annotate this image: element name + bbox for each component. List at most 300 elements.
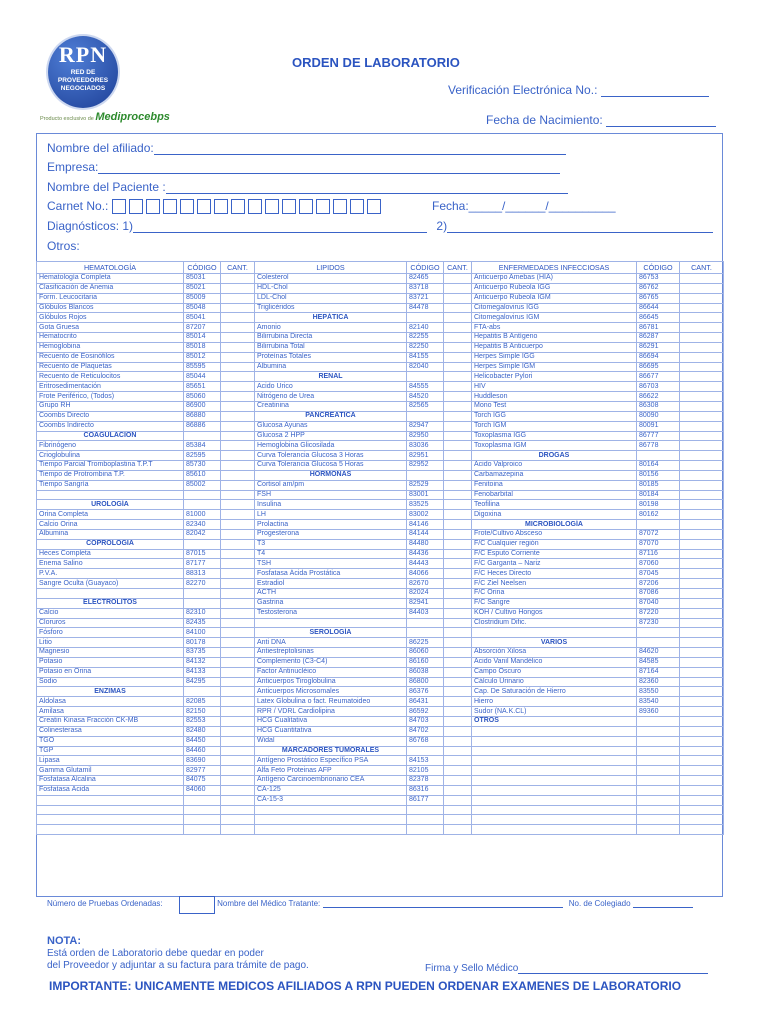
exam-code: 86781 bbox=[637, 323, 680, 333]
exam-name: Frote Periférico, (Todos) bbox=[37, 392, 184, 402]
exam-quantity-cell[interactable] bbox=[444, 490, 472, 500]
exam-quantity-cell[interactable] bbox=[680, 421, 724, 431]
exam-quantity-cell[interactable] bbox=[221, 569, 255, 579]
diagnosticos-field[interactable]: Diagnósticos: 1) 2) bbox=[47, 219, 713, 233]
exam-quantity-cell[interactable] bbox=[444, 431, 472, 441]
exam-quantity-cell[interactable] bbox=[444, 333, 472, 343]
carnet-boxes[interactable] bbox=[112, 199, 384, 213]
carnet-digit-box[interactable] bbox=[129, 199, 143, 214]
exam-quantity-cell[interactable] bbox=[680, 352, 724, 362]
exam-quantity-cell[interactable] bbox=[221, 707, 255, 717]
exam-code bbox=[184, 815, 221, 825]
exam-quantity-cell[interactable] bbox=[221, 795, 255, 805]
exam-quantity-cell[interactable] bbox=[680, 825, 724, 835]
exam-quantity-cell[interactable] bbox=[444, 283, 472, 293]
exam-quantity-cell[interactable] bbox=[221, 392, 255, 402]
exam-name: Form. Leucocitaria bbox=[37, 293, 184, 303]
exam-quantity-cell[interactable] bbox=[444, 441, 472, 451]
exam-quantity-cell[interactable] bbox=[221, 323, 255, 333]
exam-quantity-cell[interactable] bbox=[221, 618, 255, 628]
exam-quantity-cell[interactable] bbox=[444, 746, 472, 756]
exam-code: 85002 bbox=[184, 480, 221, 490]
exam-quantity-cell[interactable] bbox=[221, 500, 255, 510]
exam-code bbox=[407, 825, 444, 835]
exam-code bbox=[637, 776, 680, 786]
exam-quantity-cell[interactable] bbox=[444, 598, 472, 608]
exam-code bbox=[637, 451, 680, 461]
exam-code: 87177 bbox=[184, 559, 221, 569]
exam-quantity-cell[interactable] bbox=[680, 697, 724, 707]
exam-name: Hemoglobina bbox=[37, 342, 184, 352]
exam-quantity-cell[interactable] bbox=[680, 598, 724, 608]
exam-code: 84060 bbox=[184, 785, 221, 795]
exam-quantity-cell[interactable] bbox=[221, 549, 255, 559]
otros-field[interactable]: Otros: bbox=[47, 239, 80, 253]
exam-quantity-cell[interactable] bbox=[221, 697, 255, 707]
exam-name: Antiestreptolisinas bbox=[255, 648, 407, 658]
exam-quantity-cell[interactable] bbox=[221, 520, 255, 530]
exam-quantity-cell[interactable] bbox=[444, 608, 472, 618]
afiliado-field[interactable]: Nombre del afiliado: bbox=[47, 141, 566, 155]
exam-name: Anticuerpo Rubeola IGM bbox=[472, 293, 637, 303]
exam-quantity-cell[interactable] bbox=[221, 726, 255, 736]
exam-name: Hierro bbox=[472, 697, 637, 707]
exam-quantity-cell[interactable] bbox=[680, 628, 724, 638]
exam-quantity-cell[interactable] bbox=[221, 411, 255, 421]
exam-quantity-cell[interactable] bbox=[221, 283, 255, 293]
exam-quantity-cell[interactable] bbox=[221, 598, 255, 608]
exam-quantity-cell[interactable] bbox=[680, 618, 724, 628]
exam-quantity-cell[interactable] bbox=[221, 638, 255, 648]
exam-quantity-cell[interactable] bbox=[680, 382, 724, 392]
carnet-digit-box[interactable] bbox=[112, 199, 126, 214]
exam-code: 85610 bbox=[184, 470, 221, 480]
exam-code bbox=[637, 736, 680, 746]
exam-name: Fenobarbital bbox=[472, 490, 637, 500]
table-row bbox=[37, 480, 724, 490]
exam-quantity-cell[interactable] bbox=[444, 569, 472, 579]
exam-code bbox=[407, 618, 444, 628]
exam-quantity-cell[interactable] bbox=[444, 500, 472, 510]
exam-quantity-cell[interactable] bbox=[444, 510, 472, 520]
exam-quantity-cell[interactable] bbox=[680, 323, 724, 333]
exam-quantity-cell[interactable] bbox=[680, 559, 724, 569]
exam-quantity-cell[interactable] bbox=[221, 421, 255, 431]
exam-code: 83550 bbox=[637, 687, 680, 697]
exam-name: Fenitoina bbox=[472, 480, 637, 490]
table-row bbox=[37, 677, 724, 687]
exam-quantity-cell[interactable] bbox=[680, 529, 724, 539]
carnet-digit-box[interactable] bbox=[265, 199, 279, 214]
importante-notice: IMPORTANTE: UNICAMENTE MEDICOS AFILIADOS A RPN PUEDEN ORDENAR EXAMENES DE LABORATORIO bbox=[49, 979, 682, 993]
exam-quantity-cell[interactable] bbox=[680, 569, 724, 579]
exam-quantity-cell[interactable] bbox=[444, 293, 472, 303]
exam-name: Cloruros bbox=[37, 618, 184, 628]
carnet-field[interactable]: Carnet No.: bbox=[47, 199, 384, 214]
exam-quantity-cell[interactable] bbox=[221, 480, 255, 490]
exam-quantity-cell[interactable] bbox=[221, 628, 255, 638]
exam-quantity-cell[interactable] bbox=[444, 687, 472, 697]
exam-quantity-cell[interactable] bbox=[680, 687, 724, 697]
exam-quantity-cell[interactable] bbox=[680, 776, 724, 786]
exam-quantity-cell[interactable] bbox=[680, 726, 724, 736]
exam-quantity-cell[interactable] bbox=[221, 352, 255, 362]
exam-name: Anticuerpos Microsomales bbox=[255, 687, 407, 697]
exam-code: 83036 bbox=[407, 441, 444, 451]
exam-quantity-cell[interactable] bbox=[221, 648, 255, 658]
carnet-digit-box[interactable] bbox=[146, 199, 160, 214]
carnet-digit-box[interactable] bbox=[180, 199, 194, 214]
exam-quantity-cell[interactable] bbox=[221, 529, 255, 539]
exam-name: Tiempo de Protrombina T.P. bbox=[37, 470, 184, 480]
exam-name: Prolactina bbox=[255, 520, 407, 530]
exam-quantity-cell[interactable] bbox=[444, 657, 472, 667]
table-row bbox=[37, 490, 724, 500]
exam-quantity-cell[interactable] bbox=[444, 776, 472, 786]
exam-quantity-cell[interactable] bbox=[680, 480, 724, 490]
exam-quantity-cell[interactable] bbox=[221, 589, 255, 599]
exam-quantity-cell[interactable] bbox=[680, 549, 724, 559]
exam-quantity-cell[interactable] bbox=[680, 677, 724, 687]
exam-quantity-cell[interactable] bbox=[444, 352, 472, 362]
exam-name bbox=[472, 815, 637, 825]
exam-quantity-cell[interactable] bbox=[221, 785, 255, 795]
exam-quantity-cell[interactable] bbox=[221, 746, 255, 756]
exam-quantity-cell[interactable] bbox=[680, 342, 724, 352]
firma-field[interactable]: Firma y Sello Médico bbox=[425, 963, 708, 974]
exam-quantity-cell[interactable] bbox=[221, 342, 255, 352]
carnet-digit-box[interactable] bbox=[282, 199, 296, 214]
fecha-field[interactable]: Fecha:_____/______/__________ bbox=[432, 199, 616, 213]
exam-quantity-cell[interactable] bbox=[221, 677, 255, 687]
exam-code: 86886 bbox=[184, 421, 221, 431]
exam-quantity-cell[interactable] bbox=[680, 313, 724, 323]
exam-code: 86768 bbox=[407, 736, 444, 746]
exam-quantity-cell[interactable] bbox=[444, 707, 472, 717]
exam-quantity-cell[interactable] bbox=[221, 716, 255, 726]
exam-code: 86592 bbox=[407, 707, 444, 717]
exam-name: Recuento de Eosinófilos bbox=[37, 352, 184, 362]
exam-code bbox=[637, 716, 680, 726]
exam-quantity-cell[interactable] bbox=[680, 716, 724, 726]
carnet-digit-box[interactable] bbox=[299, 199, 313, 214]
exam-quantity-cell[interactable] bbox=[221, 766, 255, 776]
exam-quantity-cell[interactable] bbox=[680, 401, 724, 411]
exam-quantity-cell[interactable] bbox=[680, 539, 724, 549]
exam-quantity-cell[interactable] bbox=[221, 815, 255, 825]
exam-code: 80090 bbox=[637, 411, 680, 421]
exam-quantity-cell[interactable] bbox=[444, 421, 472, 431]
exam-quantity-cell[interactable] bbox=[444, 825, 472, 835]
exam-quantity-cell[interactable] bbox=[680, 520, 724, 530]
exam-quantity-cell[interactable] bbox=[221, 401, 255, 411]
exam-quantity-cell[interactable] bbox=[444, 805, 472, 815]
exam-code: 83735 bbox=[184, 648, 221, 658]
exam-quantity-cell[interactable] bbox=[680, 589, 724, 599]
exam-quantity-cell[interactable] bbox=[444, 697, 472, 707]
exam-name bbox=[472, 785, 637, 795]
exam-name: Potasio en Orina bbox=[37, 667, 184, 677]
exam-quantity-cell[interactable] bbox=[444, 382, 472, 392]
exam-quantity-cell[interactable] bbox=[680, 490, 724, 500]
exam-quantity-cell[interactable] bbox=[444, 618, 472, 628]
exam-quantity-cell[interactable] bbox=[221, 608, 255, 618]
table-row bbox=[37, 372, 724, 382]
exam-name: Teofilina bbox=[472, 500, 637, 510]
exam-quantity-cell[interactable] bbox=[221, 490, 255, 500]
table-row bbox=[37, 421, 724, 431]
exam-quantity-cell[interactable] bbox=[444, 579, 472, 589]
exam-quantity-cell[interactable] bbox=[221, 657, 255, 667]
exam-quantity-cell[interactable] bbox=[444, 785, 472, 795]
exam-quantity-cell[interactable] bbox=[221, 431, 255, 441]
carnet-digit-box[interactable] bbox=[248, 199, 262, 214]
exam-quantity-cell[interactable] bbox=[680, 283, 724, 293]
exam-quantity-cell[interactable] bbox=[680, 441, 724, 451]
exam-name: Recuento de Reticulocitos bbox=[37, 372, 184, 382]
exam-quantity-cell[interactable] bbox=[680, 303, 724, 313]
exam-quantity-cell[interactable] bbox=[221, 382, 255, 392]
exam-quantity-cell[interactable] bbox=[680, 815, 724, 825]
exam-quantity-cell[interactable] bbox=[680, 362, 724, 372]
exam-quantity-cell[interactable] bbox=[680, 805, 724, 815]
exam-quantity-cell[interactable] bbox=[444, 795, 472, 805]
exam-code: 86778 bbox=[637, 441, 680, 451]
exam-quantity-cell[interactable] bbox=[680, 795, 724, 805]
nota-block bbox=[47, 935, 309, 972]
exam-quantity-cell[interactable] bbox=[221, 736, 255, 746]
exam-name: Cálculo Urinario bbox=[472, 677, 637, 687]
exam-quantity-cell[interactable] bbox=[221, 303, 255, 313]
exam-quantity-cell[interactable] bbox=[680, 667, 724, 677]
exam-quantity-cell[interactable] bbox=[680, 785, 724, 795]
exam-code bbox=[184, 825, 221, 835]
exam-quantity-cell[interactable] bbox=[680, 736, 724, 746]
exam-quantity-cell[interactable] bbox=[444, 667, 472, 677]
exam-code: 82950 bbox=[407, 431, 444, 441]
section-heading: HORMONAS bbox=[255, 470, 407, 480]
carnet-digit-box[interactable] bbox=[231, 199, 245, 214]
exam-quantity-cell[interactable] bbox=[680, 274, 724, 284]
exam-quantity-cell[interactable] bbox=[221, 510, 255, 520]
exam-quantity-cell[interactable] bbox=[444, 529, 472, 539]
exam-quantity-cell[interactable] bbox=[680, 500, 724, 510]
exam-code: 83001 bbox=[407, 490, 444, 500]
exam-code: 86060 bbox=[407, 648, 444, 658]
header-cant: CANT. bbox=[444, 262, 472, 274]
carnet-digit-box[interactable] bbox=[350, 199, 364, 214]
table-row bbox=[37, 313, 724, 323]
exam-quantity-cell[interactable] bbox=[680, 638, 724, 648]
exam-code: 86800 bbox=[407, 677, 444, 687]
exam-quantity-cell[interactable] bbox=[221, 470, 255, 480]
exam-quantity-cell[interactable] bbox=[221, 362, 255, 372]
exam-quantity-cell[interactable] bbox=[680, 333, 724, 343]
exam-quantity-cell[interactable] bbox=[221, 461, 255, 471]
exam-quantity-cell[interactable] bbox=[444, 392, 472, 402]
exam-name: Hemoglobina Glicosilada bbox=[255, 441, 407, 451]
exam-code: 86694 bbox=[637, 352, 680, 362]
exam-code: 82340 bbox=[184, 520, 221, 530]
exam-quantity-cell[interactable] bbox=[680, 510, 724, 520]
exam-quantity-cell[interactable] bbox=[444, 559, 472, 569]
exam-code: 82435 bbox=[184, 618, 221, 628]
exam-quantity-cell[interactable] bbox=[444, 736, 472, 746]
verificacion-field[interactable] bbox=[448, 83, 709, 97]
exam-quantity-cell[interactable] bbox=[221, 372, 255, 382]
carnet-digit-box[interactable] bbox=[367, 199, 381, 214]
exam-quantity-cell[interactable] bbox=[680, 608, 724, 618]
exam-code: 86777 bbox=[637, 431, 680, 441]
exam-quantity-cell[interactable] bbox=[221, 313, 255, 323]
exam-quantity-cell[interactable] bbox=[680, 451, 724, 461]
table-row bbox=[37, 529, 724, 539]
exam-quantity-cell[interactable] bbox=[680, 470, 724, 480]
exam-quantity-cell[interactable] bbox=[444, 362, 472, 372]
exam-quantity-cell[interactable] bbox=[444, 274, 472, 284]
header-codigo: CÓDIGO bbox=[637, 262, 680, 274]
exam-quantity-cell[interactable] bbox=[680, 657, 724, 667]
exam-quantity-cell[interactable] bbox=[221, 805, 255, 815]
exam-quantity-cell[interactable] bbox=[680, 707, 724, 717]
header-hematologia: HEMATOLOGÍA bbox=[37, 262, 184, 274]
exam-name: Mono Test bbox=[472, 401, 637, 411]
exam-quantity-cell[interactable] bbox=[444, 411, 472, 421]
exam-quantity-cell[interactable] bbox=[444, 401, 472, 411]
exam-code: 82977 bbox=[184, 766, 221, 776]
exam-name: Factor Antinucléico bbox=[255, 667, 407, 677]
exam-code: 86177 bbox=[407, 795, 444, 805]
exam-quantity-cell[interactable] bbox=[444, 815, 472, 825]
exam-quantity-cell[interactable] bbox=[221, 825, 255, 835]
medico-label: Nombre del Médico Tratante: bbox=[217, 899, 321, 908]
exam-name: Gamma Glutamil bbox=[37, 766, 184, 776]
exam-quantity-cell[interactable] bbox=[680, 746, 724, 756]
exam-quantity-cell[interactable] bbox=[444, 628, 472, 638]
exam-code: 86038 bbox=[407, 667, 444, 677]
exam-quantity-cell[interactable] bbox=[444, 372, 472, 382]
exam-name: Anti DNA bbox=[255, 638, 407, 648]
carnet-digit-box[interactable] bbox=[214, 199, 228, 214]
exam-code: 86287 bbox=[637, 333, 680, 343]
exam-code: 86645 bbox=[637, 313, 680, 323]
table-row bbox=[37, 539, 724, 549]
exam-name: Calcio Orina bbox=[37, 520, 184, 530]
exam-quantity-cell[interactable] bbox=[680, 579, 724, 589]
exam-quantity-cell[interactable] bbox=[444, 726, 472, 736]
num-pruebas-input[interactable] bbox=[179, 896, 215, 914]
exam-quantity-cell[interactable] bbox=[221, 451, 255, 461]
exam-quantity-cell[interactable] bbox=[444, 520, 472, 530]
exam-quantity-cell[interactable] bbox=[444, 313, 472, 323]
carnet-digit-box[interactable] bbox=[316, 199, 330, 214]
exam-name bbox=[472, 628, 637, 638]
exam-quantity-cell[interactable] bbox=[444, 716, 472, 726]
exam-quantity-cell[interactable] bbox=[221, 333, 255, 343]
exam-name: Herpes Simple IGG bbox=[472, 352, 637, 362]
exam-code: 82529 bbox=[407, 480, 444, 490]
exam-quantity-cell[interactable] bbox=[221, 579, 255, 589]
exam-quantity-cell[interactable] bbox=[680, 756, 724, 766]
exam-name: LDL-Chol bbox=[255, 293, 407, 303]
exam-quantity-cell[interactable] bbox=[444, 303, 472, 313]
exam-quantity-cell[interactable] bbox=[680, 461, 724, 471]
exam-name: FSH bbox=[255, 490, 407, 500]
exam-name: Helicobacter Pylori bbox=[472, 372, 637, 382]
exam-quantity-cell[interactable] bbox=[444, 766, 472, 776]
exam-quantity-cell[interactable] bbox=[680, 392, 724, 402]
exam-code bbox=[407, 815, 444, 825]
exam-code bbox=[184, 490, 221, 500]
exam-name: Grupo RH bbox=[37, 401, 184, 411]
exam-quantity-cell[interactable] bbox=[221, 667, 255, 677]
exam-quantity-cell[interactable] bbox=[680, 293, 724, 303]
exam-code bbox=[637, 756, 680, 766]
exam-name: LH bbox=[255, 510, 407, 520]
exam-name: Curva Tolerancia Glucosa 3 Horas bbox=[255, 451, 407, 461]
exam-quantity-cell[interactable] bbox=[444, 461, 472, 471]
exam-name: Acido Vanil Mandélico bbox=[472, 657, 637, 667]
exam-quantity-cell[interactable] bbox=[221, 293, 255, 303]
carnet-digit-box[interactable] bbox=[163, 199, 177, 214]
exam-quantity-cell[interactable] bbox=[444, 451, 472, 461]
exam-name: Acido Valproico bbox=[472, 461, 637, 471]
exam-name bbox=[37, 490, 184, 500]
exam-quantity-cell[interactable] bbox=[221, 274, 255, 284]
table-row bbox=[37, 618, 724, 628]
rpn-logo bbox=[48, 36, 118, 108]
fecha-nacimiento-field[interactable] bbox=[486, 113, 716, 127]
exam-quantity-cell[interactable] bbox=[444, 342, 472, 352]
exam-quantity-cell[interactable] bbox=[680, 372, 724, 382]
empresa-field[interactable]: Empresa: bbox=[47, 160, 560, 174]
exam-quantity-cell[interactable] bbox=[444, 589, 472, 599]
carnet-digit-box[interactable] bbox=[333, 199, 347, 214]
exam-quantity-cell[interactable] bbox=[444, 323, 472, 333]
exam-quantity-cell[interactable] bbox=[680, 431, 724, 441]
exam-code: 87086 bbox=[637, 589, 680, 599]
exam-name: Insulina bbox=[255, 500, 407, 510]
exam-quantity-cell[interactable] bbox=[444, 677, 472, 687]
exam-quantity-cell[interactable] bbox=[680, 648, 724, 658]
carnet-digit-box[interactable] bbox=[197, 199, 211, 214]
exam-quantity-cell[interactable] bbox=[444, 648, 472, 658]
exam-name: Tiempo Parcial Tromboplastina T.P.T bbox=[37, 461, 184, 471]
exam-name: Litio bbox=[37, 638, 184, 648]
exam-quantity-cell[interactable] bbox=[444, 756, 472, 766]
exam-quantity-cell[interactable] bbox=[221, 756, 255, 766]
exam-quantity-cell[interactable] bbox=[221, 539, 255, 549]
exam-quantity-cell[interactable] bbox=[221, 559, 255, 569]
table-row bbox=[37, 667, 724, 677]
exam-quantity-cell[interactable] bbox=[444, 549, 472, 559]
table-row bbox=[37, 352, 724, 362]
exam-quantity-cell[interactable] bbox=[680, 766, 724, 776]
paciente-field[interactable]: Nombre del Paciente : bbox=[47, 180, 568, 194]
exam-quantity-cell[interactable] bbox=[444, 638, 472, 648]
exam-quantity-cell[interactable] bbox=[444, 470, 472, 480]
exam-quantity-cell[interactable] bbox=[680, 411, 724, 421]
exam-name: HIV bbox=[472, 382, 637, 392]
exam-code: 83540 bbox=[637, 697, 680, 707]
exam-quantity-cell[interactable] bbox=[221, 687, 255, 697]
exam-quantity-cell[interactable] bbox=[221, 441, 255, 451]
exam-code: 82565 bbox=[407, 401, 444, 411]
table-row bbox=[37, 303, 724, 313]
exam-quantity-cell[interactable] bbox=[221, 776, 255, 786]
exam-quantity-cell[interactable] bbox=[444, 480, 472, 490]
exam-quantity-cell[interactable] bbox=[444, 539, 472, 549]
